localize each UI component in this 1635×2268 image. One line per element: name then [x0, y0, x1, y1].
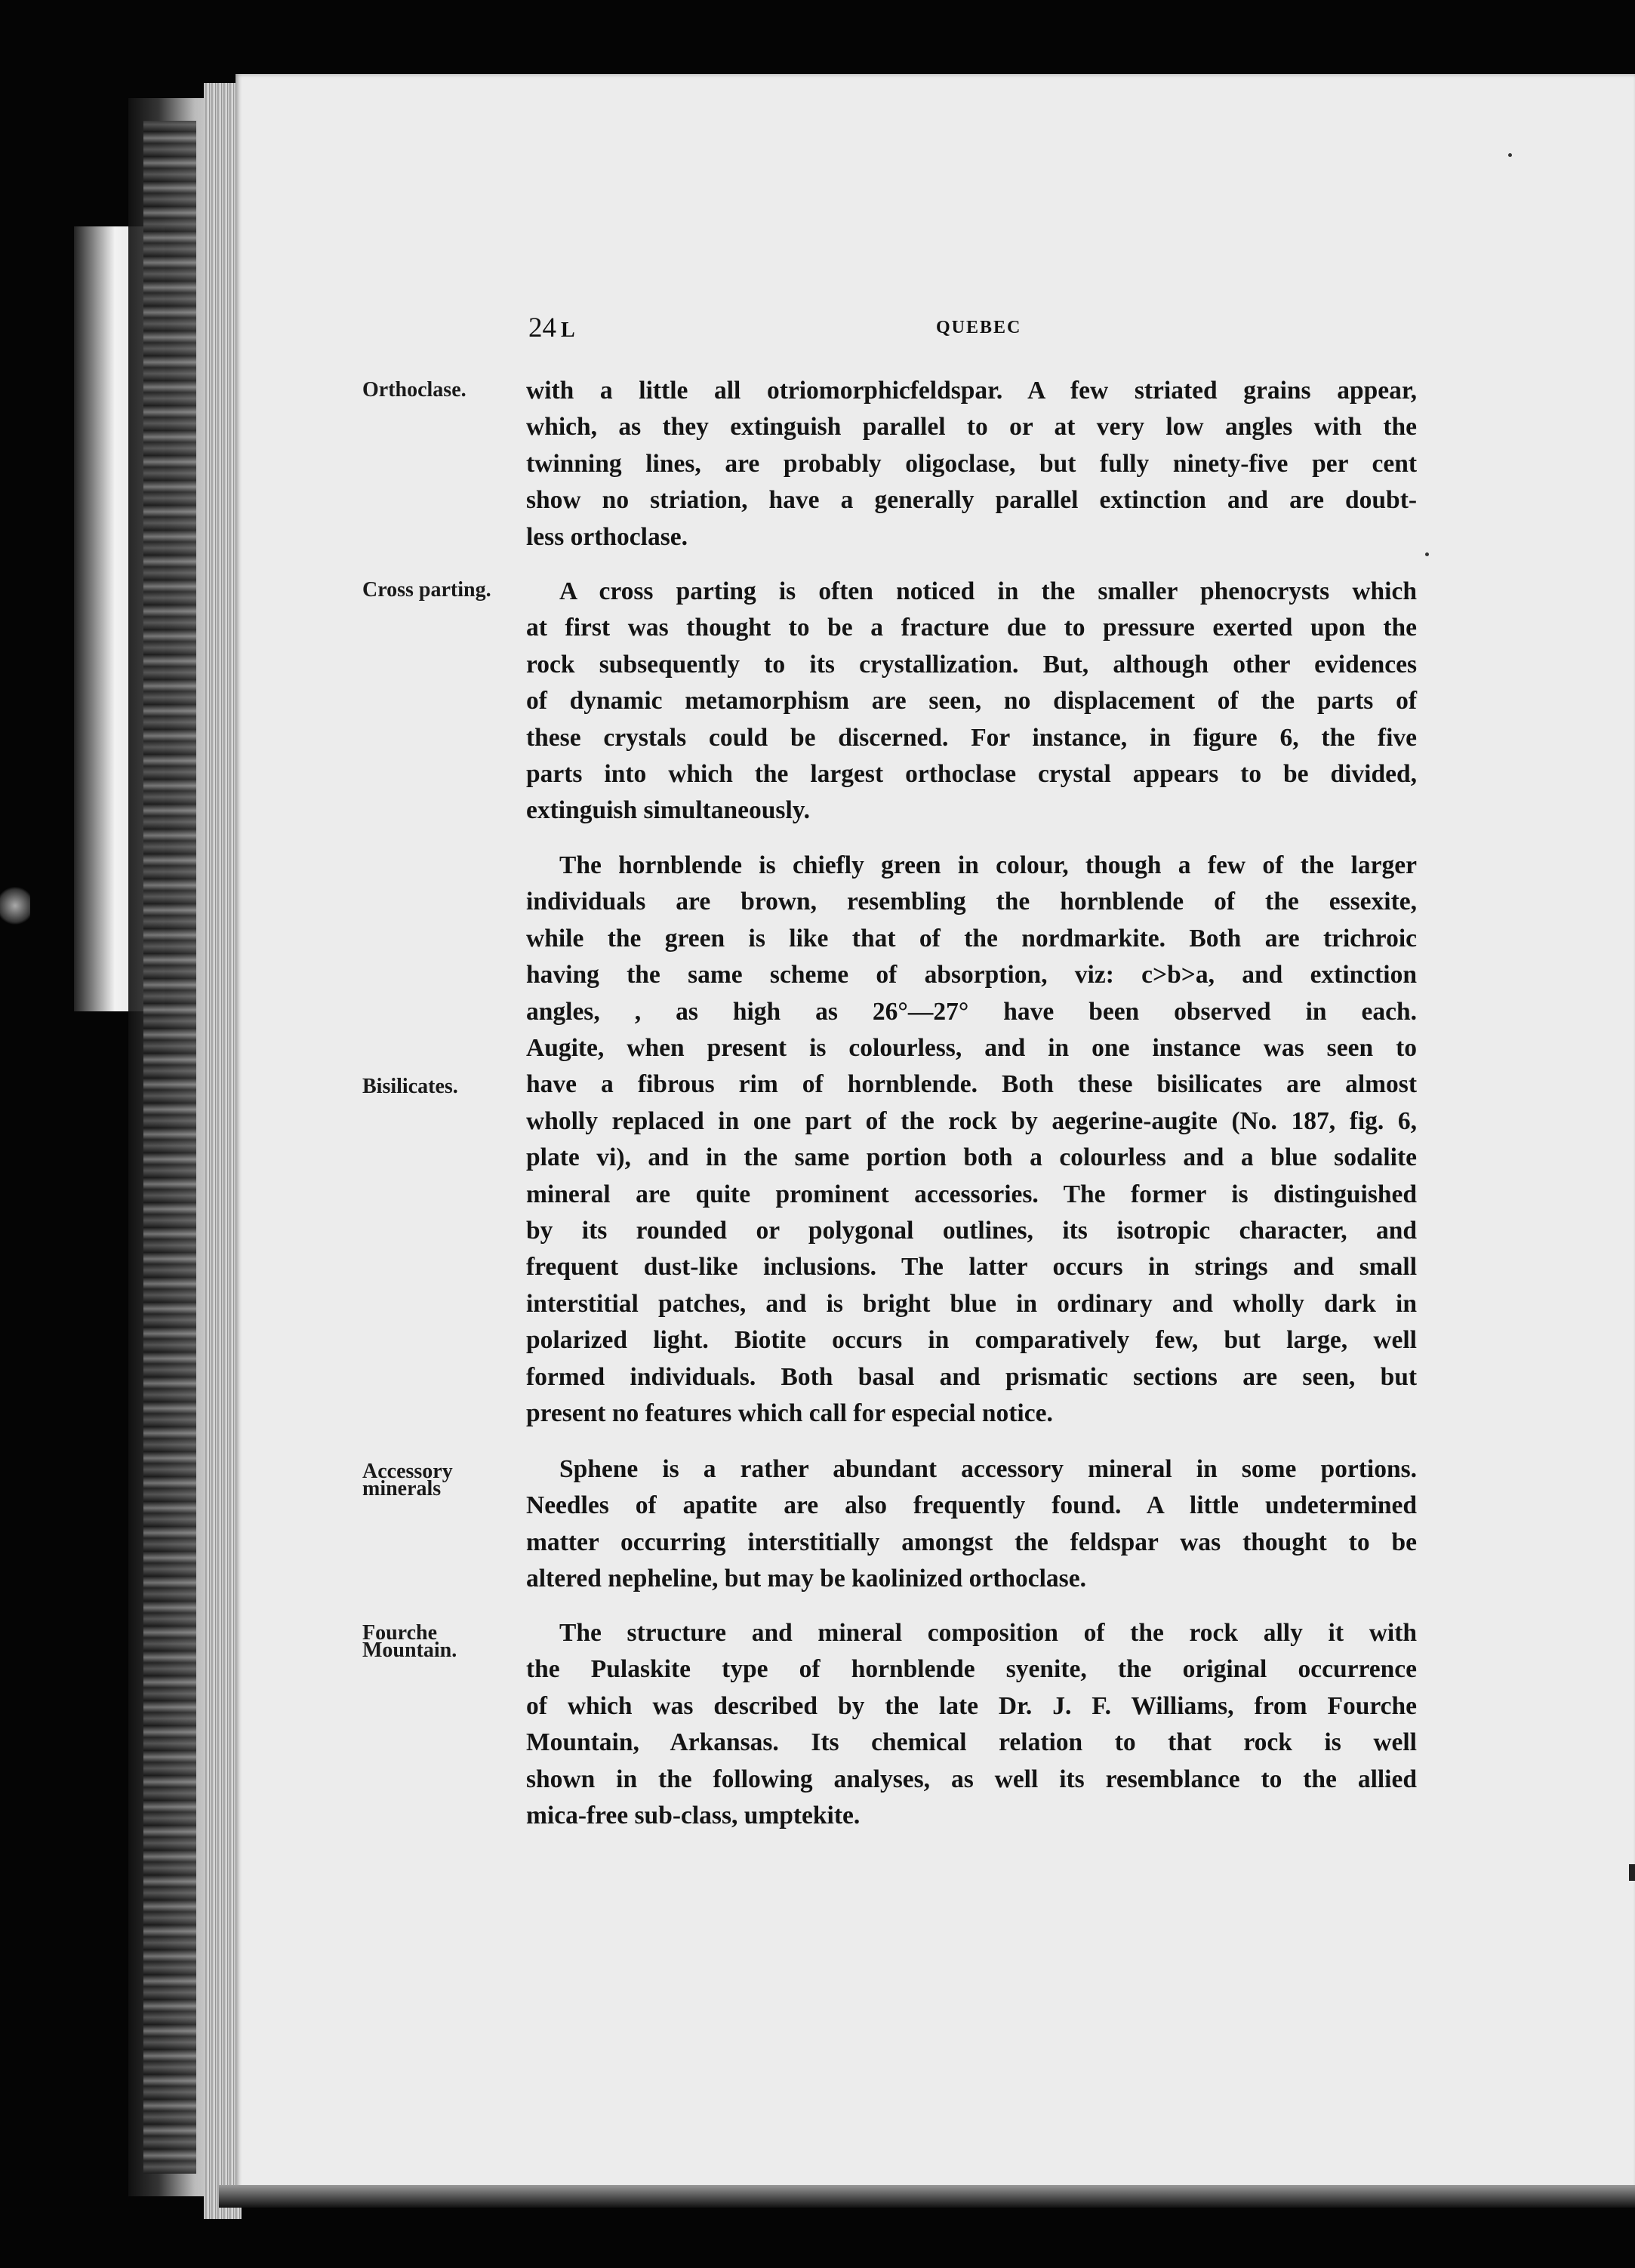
- text-line: present no features which call for especial notice.: [526, 1399, 1053, 1428]
- text-line: Augite, when present is colourless, and in one instance was seen to: [526, 1034, 1417, 1063]
- paragraph-hornblende: [526, 848, 1417, 1433]
- text-line: shown in the following analyses, as well its resemblance to the allied: [526, 1765, 1417, 1793]
- side-note-fourche-line1: Fourche: [362, 1621, 438, 1645]
- text-line: mineral are quite prominent accessories. The former is distinguished: [526, 1180, 1417, 1208]
- side-note-fourche-line2: Mountain.: [362, 1639, 457, 1662]
- page-header: [528, 312, 1419, 342]
- page-bottom-shadow: [219, 2185, 1635, 2208]
- page-suffix: L: [561, 319, 575, 342]
- text-line: having the same scheme of absorption, viz: c>b>a, and extinction: [526, 961, 1417, 989]
- text-line: Needles of apatite are also frequently found. A little undetermined: [526, 1491, 1417, 1520]
- text-line: A cross parting is often noticed in the smaller phenocrysts which: [559, 577, 1417, 605]
- text-line: plate vi), and in the same portion both a colourless and a blue sodalite: [526, 1143, 1417, 1172]
- text-line: of which was described by the late Dr. J. F. Williams, from Fourche: [526, 1691, 1417, 1720]
- text-line: The structure and mineral composition of the rock ally it with: [559, 1619, 1417, 1647]
- side-note-bisilicates: Bisilicates.: [362, 1075, 458, 1098]
- text-line: wholly replaced in one part of the rock by aegerine-augite (No. 187, fig. 6,: [526, 1106, 1417, 1135]
- text-line: formed individuals. Both basal and prismatic sections are seen, but: [526, 1362, 1417, 1391]
- scan-dot: [1508, 153, 1512, 157]
- scan-speck: [0, 883, 30, 928]
- text-line: interstitial patches, and is bright blue in ordinary and wholly dark in: [526, 1289, 1417, 1318]
- running-head: QUEBEC: [936, 318, 1022, 337]
- text-line: individuals are brown, resembling the hornblende of the essexite,: [526, 888, 1417, 916]
- text-line: at first was thought to be a fracture due to pressure exerted upon the: [526, 614, 1417, 642]
- text-line: less orthoclase.: [526, 522, 688, 551]
- text-line: matter occurring interstitially amongst the feldspar was thought to be: [526, 1528, 1417, 1556]
- text-line: The hornblende is chiefly green in colour, though a few of the larger: [559, 851, 1417, 879]
- text-line: these crystals could be discerned. For instance, in figure 6, the five: [526, 723, 1417, 752]
- side-note-orthoclase: Orthoclase.: [362, 378, 466, 402]
- side-note-accessory-minerals: [362, 1460, 525, 1500]
- text-line: by its rounded or polygonal outlines, its isotropic character, and: [526, 1217, 1417, 1245]
- side-note-fourche-mountain: [362, 1621, 525, 1662]
- text-line: Mountain, Arkansas. Its chemical relation to that rock is well: [526, 1728, 1417, 1757]
- text-line: have a fibrous rim of hornblende. Both these bisilicates are almost: [526, 1070, 1417, 1099]
- scan-dot: [1425, 552, 1429, 556]
- text-line: extinguish simultaneously.: [526, 796, 811, 825]
- paragraph-structure: [526, 1615, 1417, 1834]
- text-line: while the green is like that of the nordmarkite. Both are trichroic: [526, 924, 1417, 952]
- text-line: which, as they extinguish parallel to or at very low angles with the: [526, 413, 1417, 442]
- side-note-cross-parting: Cross parting.: [362, 578, 491, 602]
- paragraph-orthoclase: [526, 373, 1417, 555]
- text-line: parts into which the largest orthoclase crystal appears to be divided,: [526, 760, 1417, 789]
- text-line: rock subsequently to its crystallization. But, although other evidences: [526, 650, 1417, 679]
- book-spine-texture: [143, 121, 196, 2174]
- text-line: Sphene is a rather abundant accessory mineral in some portions.: [559, 1455, 1417, 1483]
- text-line: with a little all otriomorphicfeldspar. A few striated grains appear,: [526, 377, 1417, 405]
- side-note-accessory-line2: minerals: [362, 1477, 442, 1500]
- text-line: polarized light. Biotite occurs in comparatively few, but large, well: [526, 1326, 1417, 1355]
- text-line: frequent dust-like inclusions. The latter occurs in strings and small: [526, 1253, 1417, 1282]
- text-line: angles, , as high as 26°—27° have been observed in each.: [526, 997, 1417, 1026]
- text-line: the Pulaskite type of hornblende syenite, the original occurrence: [526, 1655, 1417, 1684]
- side-note-accessory-line1: Accessory: [362, 1460, 453, 1483]
- page-number: 24 L: [528, 312, 575, 343]
- text-line: mica-free sub-class, umptekite.: [526, 1802, 861, 1830]
- scan-mark: [1629, 1864, 1635, 1881]
- paragraph-cross-parting: [526, 574, 1417, 829]
- text-line: show no striation, have a generally parallel extinction and are doubt-: [526, 486, 1417, 515]
- text-line: of dynamic metamorphism are seen, no displacement of the parts of: [526, 687, 1417, 715]
- paragraph-sphene: [526, 1451, 1417, 1598]
- text-line: altered nepheline, but may be kaolinized orthoclase.: [526, 1565, 1086, 1593]
- text-line: twinning lines, are probably oligoclase, but fully ninety-five per cent: [526, 449, 1417, 478]
